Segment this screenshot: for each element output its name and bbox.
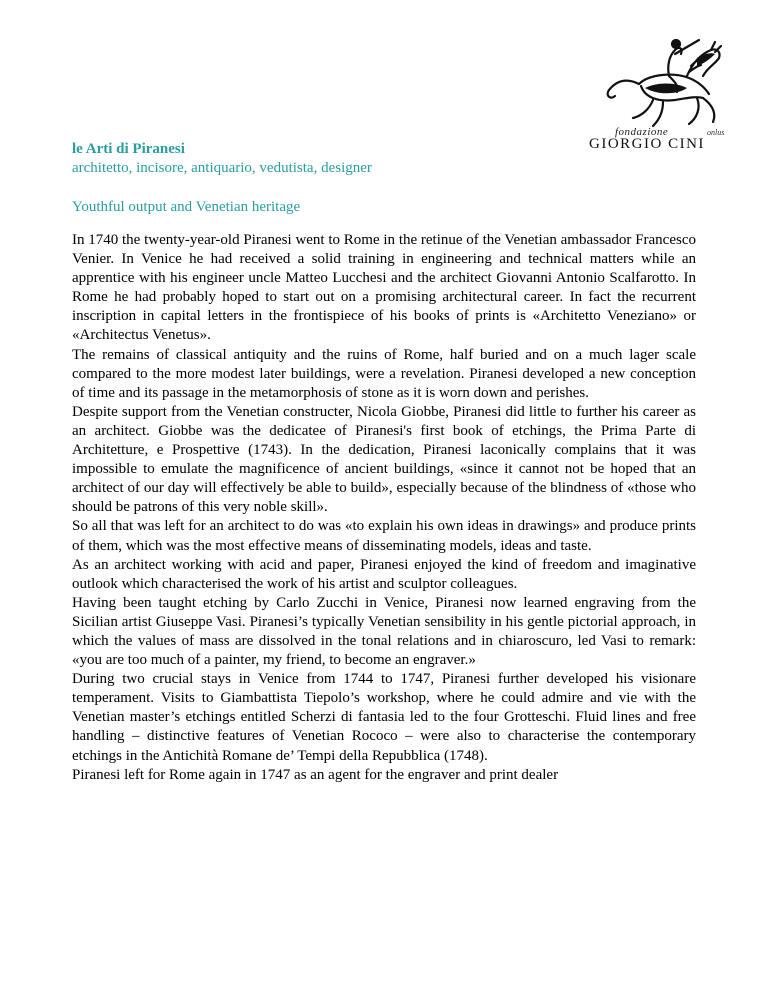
paragraph: The remains of classical antiquity and the ruins of Rome, half buried and on a much lager scale compared to the more modest later buildings, were a revelation. Piranesi developed a new conception of time and its passage in the metamorphosis of stone as it is worn down and perishes.	[72, 346, 696, 401]
paragraph: Despite support from the Venetian constructer, Nicola Giobbe, Piranesi did little to further his career as an architect. Giobbe was the dedicatee of Piranesi's first book of etchings, the Prima Parte di Architetture, e Prospettive (1743). In the dedication, Piranesi laconically complains that it was impossible to emulate the magnificence of ancient buildings, «since it cannot not be hoped that an architect of our day will effectively be able to build», especially because of the blindness of «those who should be patrons of this very noble skill».	[72, 403, 696, 516]
paragraph: Piranesi left for Rome again in 1747 as an agent for the engraver and print dealer	[72, 766, 559, 783]
body-text	[72, 231, 696, 785]
fondazione-cini-logo	[579, 32, 749, 150]
section-heading: Youthful output and Venetian heritage	[72, 199, 301, 215]
paragraph: During two crucial stays in Venice from 1744 to 1747, Piranesi further developed his visionare temperament. Visits to Giambattista Tiepolo’s workshop, where he could admire and vie with the Venetian master’s etchings entitled Scherzi di fantasia led to the four Grotteschi. Fluid lines and free handling – distinctive features of Venetian Rococo – were also to characterise the contemporary etchings in the Antichità Romane de’ Tempi della Repubblica (1748).	[72, 671, 696, 764]
paragraph: As an architect working with acid and paper, Piranesi enjoyed the kind of freedom and imaginative outlook which characterised the work of his artist and sculptor colleagues.	[72, 556, 696, 592]
logo-name-text: GIORGIO CINI	[589, 136, 705, 152]
document-title: le Arti di Piranesi	[72, 141, 185, 157]
horse-rider-emblem-icon	[579, 32, 749, 132]
paragraph: In 1740 the twenty-year-old Piranesi went to Rome in the retinue of the Venetian ambassador Francesco Venier. In Venice he had received a solid training in engineering and technical matters while an apprentice with his engineer uncle Matteo Lucchesi and the architect Giovanni Antonio Scalfarotto. In Rome he had probably hoped to start out on a promising architectural career. In fact the recurrent inscription in capital letters in the frontispiece of his books of prints is «Architetto Veneziano» or «Architectus Venetus».	[72, 232, 696, 344]
logo-fondazione-text: fondazione	[615, 126, 669, 138]
document-subtitle: architetto, incisore, antiquario, vedutista, designer	[72, 160, 372, 176]
logo-onlus-text: onlus	[707, 128, 725, 137]
paragraph: So all that was left for an architect to do was «to explain his own ideas in drawings» and produce prints of them, which was the most effective means of disseminating models, ideas and taste.	[72, 518, 696, 554]
paragraph: Having been taught etching by Carlo Zucchi in Venice, Piranesi now learned engraving from the Sicilian artist Giuseppe Vasi. Piranesi’s typically Venetian sensibility in his gentle pictorial approach, in which the values of mass are dissolved in the tonal relations and in chiaroscuro, led Vasi to remark: «you are too much of a painter, my friend, to become an engraver.»	[72, 594, 696, 669]
